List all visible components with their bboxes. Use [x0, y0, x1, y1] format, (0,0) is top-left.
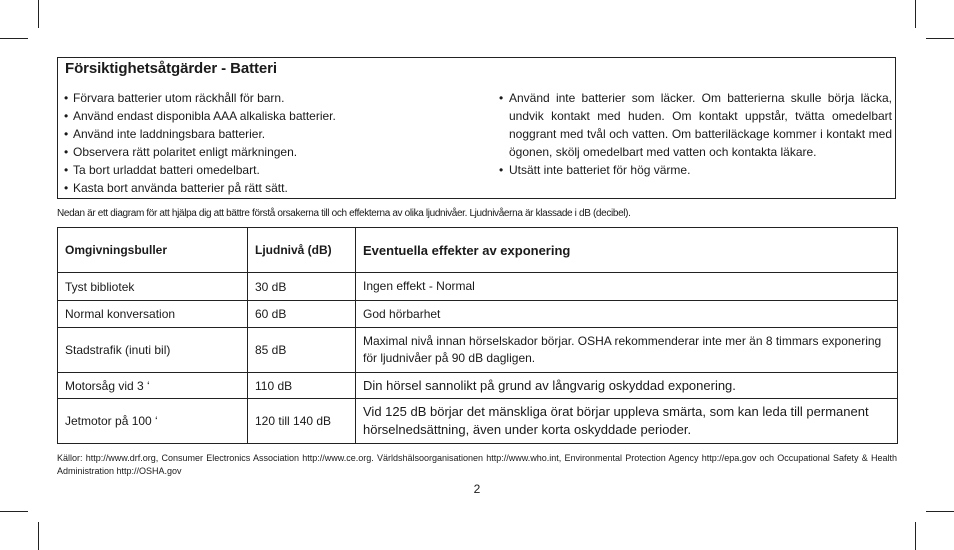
- page-number: 2: [473, 482, 481, 496]
- cell-effect: Ingen effekt - Normal: [356, 273, 898, 301]
- cell-level: 110 dB: [248, 373, 356, 399]
- crop-mark: [0, 38, 28, 39]
- cell-environment: Motorsåg vid 3 ‘: [58, 373, 248, 399]
- cell-environment: Normal konversation: [58, 301, 248, 328]
- cell-effect: Vid 125 dB börjar det mänskliga örat börjar uppleva smärta, som kan leda till permanent hörselnedsättning, även under korta oskyddade perioder.: [356, 399, 898, 444]
- noise-level-table: [57, 227, 898, 444]
- cell-level: 30 dB: [248, 273, 356, 301]
- crop-mark: [926, 38, 954, 39]
- sources-text: Källor: http://www.drf.org, Consumer Electronics Association http://www.ce.org. Världshälsoorganisationen http://www.who.int, Environmental Protection Agency http://epa.gov och Occupational Safety & Health Administration http://OSHA.gov: [57, 453, 897, 476]
- battery-item: • Kasta bort använda batterier på rätt sätt.: [64, 179, 484, 197]
- cell-environment: Jetmotor på 100 ‘: [58, 399, 248, 444]
- crop-mark: [0, 511, 28, 512]
- crop-mark: [915, 0, 916, 28]
- column-header-level: Ljudnivå (dB): [248, 228, 356, 273]
- table-row: [58, 273, 898, 301]
- battery-item: • Förvara batterier utom räckhåll för barn.: [64, 89, 484, 107]
- crop-mark: [38, 522, 39, 550]
- table-row: [58, 373, 898, 399]
- battery-item: • Använd inte batterier som läcker. Om batterierna skulle börja läcka, undvik kontakt med huden. Om kontakt uppstår, tvätta omedelbart noggrant med tvål och vatten. Om batteriläckage kommer i kontakt med ögonen, skölj omedelbart med vatten och kontakta läkare.: [499, 89, 892, 161]
- battery-list-right: [499, 89, 892, 179]
- cell-level: 85 dB: [248, 328, 356, 373]
- cell-level: 60 dB: [248, 301, 356, 328]
- battery-list-left: [64, 89, 484, 197]
- cell-effect: God hörbarhet: [356, 301, 898, 328]
- intro-text: Nedan är ett diagram för att hjälpa dig att bättre förstå orsakerna till och effekterna av olika ljudnivåer. Ljudnivåerna är klassade i dB (decibel).: [57, 208, 631, 219]
- table-row: [58, 328, 898, 373]
- battery-item: • Ta bort urladdat batteri omedelbart.: [64, 161, 484, 179]
- battery-item: • Utsätt inte batteriet för hög värme.: [499, 161, 892, 179]
- battery-item: • Använd inte laddningsbara batterier.: [64, 125, 484, 143]
- table-row: [58, 399, 898, 444]
- battery-item: • Observera rätt polaritet enligt märkningen.: [64, 143, 484, 161]
- battery-title: Försiktighetsåtgärder - Batteri: [65, 60, 277, 77]
- crop-mark: [926, 511, 954, 512]
- table-row: [58, 301, 898, 328]
- battery-precautions-box: [57, 57, 896, 199]
- cell-effect: Maximal nivå innan hörselskador börjar. OSHA rekommenderar inte mer än 8 timmars exponering för ljudnivåer på 90 dB dagligen.: [356, 328, 898, 373]
- column-header-environment: Omgivningsbuller: [58, 228, 248, 273]
- cell-effect: Din hörsel sannolikt på grund av långvarig oskyddad exponering.: [356, 373, 898, 399]
- cell-environment: Tyst bibliotek: [58, 273, 248, 301]
- cell-level: 120 till 140 dB: [248, 399, 356, 444]
- crop-mark: [915, 522, 916, 550]
- table-header-row: [58, 228, 898, 273]
- battery-item: • Använd endast disponibla AAA alkaliska batterier.: [64, 107, 484, 125]
- column-header-effects: Eventuella effekter av exponering: [356, 228, 898, 273]
- cell-environment: Stadstrafik (inuti bil): [58, 328, 248, 373]
- crop-mark: [38, 0, 39, 28]
